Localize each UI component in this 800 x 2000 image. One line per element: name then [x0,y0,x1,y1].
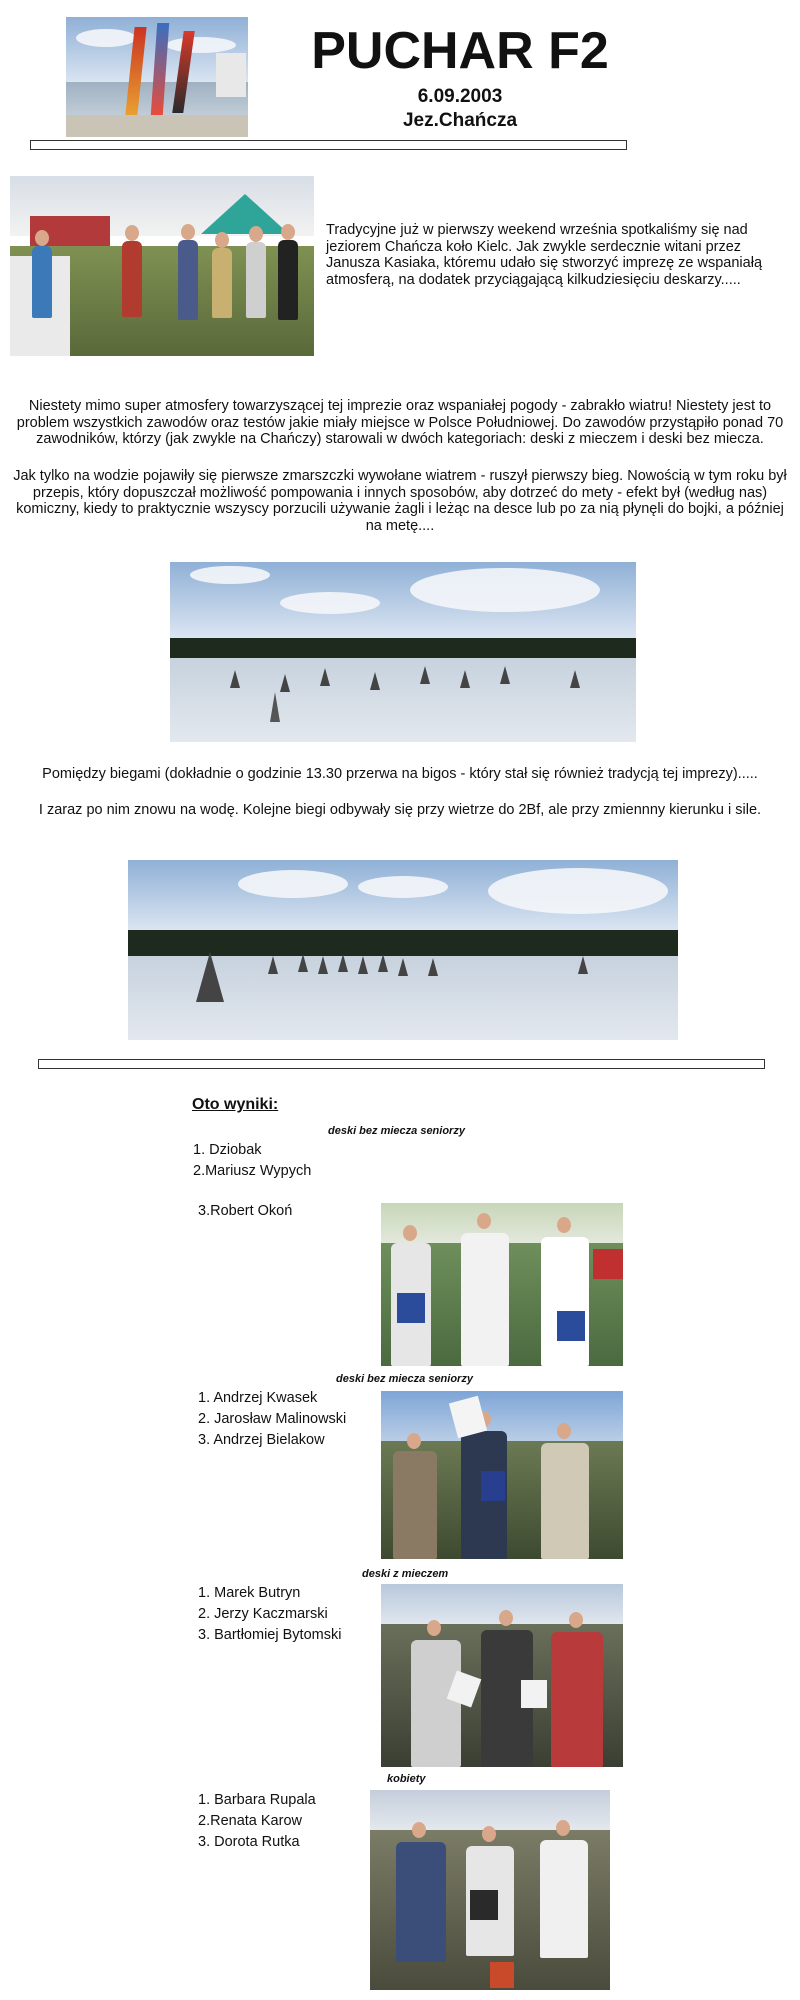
results-list-1 [193,1140,311,1182]
header-divider [30,140,627,150]
page-title: PUCHAR F2 [311,22,609,80]
result-place-2: 2. Jarosław Malinowski [198,1411,347,1427]
story-paragraph-3: Pomiędzy biegami (dokładnie o godzinie 13.30 przerwa na bigos - który stał się również tradycją tej imprezy)..... [42,766,758,782]
story-paragraph-2: Jak tylko na wodzie pojawiły się pierwsze zmarszczki wywołane wiatrem - ruszył pierwszy bieg. Nowością w tym roku był przepis, który dopuszczał możliwość pompowania i innych sposobów, aby dotrzeć do mety - efekt był (według nas) komiczny, kiedy to praktycznie wszyscy porzucili używanie żagli i leżąc na desce lub po za nią płynęli do bojki, a później na metę.... [13,468,787,534]
category-label-3: deski z mieczem [362,1568,449,1580]
result-place-1: 1. Andrzej Kwasek [198,1390,318,1406]
intro-paragraph: Tradycyjne już w pierwszy weekend września spotkaliśmy się nad jeziorem Chańcza koło Kielc. Jak zwykle serdecznie witani przez Janusza Kasiaka, któremu udało się stworzyć imprezę ze wspaniałą atmosferą, na dodatek przyciągającą kilkudziesięciu deskarzy..... [326,222,763,288]
result-place-3: 3. Dorota Rutka [198,1834,300,1850]
lake-race-photo-2 [128,860,678,1040]
results-list-4 [198,1790,316,1853]
event-date: 6.09.2003 [417,86,503,107]
event-location: Jez.Chańcza [402,110,518,131]
podium-photo-1 [381,1203,623,1366]
result-place-2: 2. Jerzy Kaczmarski [198,1606,328,1622]
story-paragraph-1: Niestety mimo super atmosfery towarzyszącej tej imprezie oraz wspaniałej pogody - zabrakło wiatru! Niestety jest to problem wszystkich zawodów oraz testów jakie miały miejsce w Polsce Południowej. Do zawodów przystąpiło ponad 70 zawodników, którzy (jak zwykle na Chańczy) starowali w dwóch kategoriach: deski z mieczem i deski bez miecza. [16,398,784,447]
podium-photo-2 [381,1391,623,1559]
category-label-2: deski bez miecza seniorzy [336,1373,473,1385]
results-divider [38,1059,765,1069]
result-place-3: 3.Robert Okoń [198,1203,293,1219]
lake-race-photo-1 [170,562,636,742]
result-place-3: 3. Bartłomiej Bytomski [198,1627,342,1643]
result-place-1: 1. Barbara Rupala [198,1792,316,1808]
results-heading: Oto wyniki: [192,1096,279,1113]
group-photo [10,176,314,356]
header-windsurf-photo [66,17,248,137]
result-place-2: 2.Mariusz Wypych [193,1163,312,1179]
category-label-4: kobiety [387,1773,426,1785]
podium-photo-3 [381,1584,623,1767]
category-label-1: deski bez miecza seniorzy [328,1125,465,1137]
story-paragraph-4: I zaraz po nim znowu na wodę. Kolejne biegi odbywały się przy wietrze do 2Bf, ale przy zmiennny kierunku i sile. [38,802,762,818]
results-list-3 [198,1583,341,1646]
result-place-1: 1. Marek Butryn [198,1585,301,1601]
result-place-2: 2.Renata Karow [198,1813,302,1829]
result-place-1: 1. Dziobak [193,1142,262,1158]
results-list-2 [198,1388,346,1451]
podium-photo-4 [370,1790,610,1990]
result-place-3: 3. Andrzej Bielakow [198,1432,325,1448]
